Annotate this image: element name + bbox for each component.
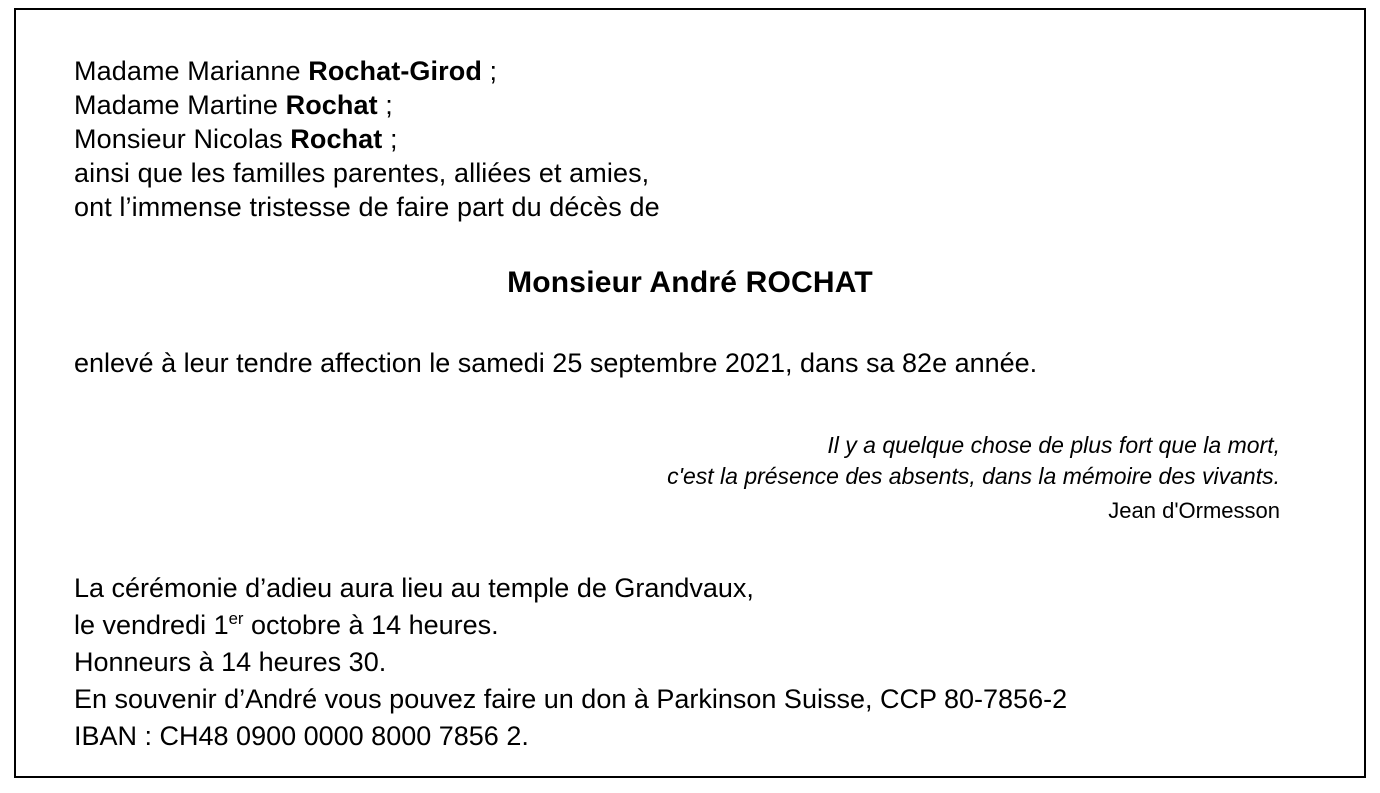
family-name-2-suffix: ; [377,90,393,120]
ceremony-details-block [74,570,1306,755]
family-extra-line: ainsi que les familles parentes, alliées et amies, [74,158,650,188]
memorial-quote [74,430,1306,492]
family-name-line-2 [74,88,1306,122]
family-name-3-prefix: Monsieur Nicolas [74,124,291,154]
family-name-line-3 [74,122,1306,156]
deceased-name: Monsieur André ROCHAT [507,266,873,299]
family-name-3-surname: Rochat [290,124,383,154]
passing-line: enlevé à leur tendre affection le samedi 25 septembre 2021, dans sa 82e année. [74,348,1038,378]
ceremony-line-4: En souvenir d’André vous pouvez faire un don à Parkinson Suisse, CCP 80-7856-2 [74,684,1068,714]
ceremony-line-2-suffix: octobre à 14 heures. [243,610,499,640]
ceremony-line-1: La cérémonie d’adieu aura lieu au temple de Grandvaux, [74,573,754,603]
announcement-line: ont l’immense tristesse de faire part du décès de [74,192,660,222]
ceremony-line-3: Honneurs à 14 heures 30. [74,647,387,677]
family-name-1-surname: Rochat-Girod [308,56,482,86]
family-names-block [74,54,1306,224]
quote-author: Jean d'Ormesson [1108,498,1280,523]
notice-content [16,10,1364,755]
ceremony-line-2-prefix: le vendredi 1 [74,610,229,640]
family-name-line-1 [74,54,1306,88]
family-name-1-suffix: ; [481,56,498,86]
quote-line-2: c'est la présence des absents, dans la mémoire des vivants. [667,463,1280,489]
family-name-1-prefix: Madame Marianne [74,56,309,86]
family-name-2-surname: Rochat [285,90,378,120]
family-name-3-suffix: ; [382,124,398,154]
quote-line-1: Il y a quelque chose de plus fort que la mort, [827,432,1280,458]
death-notice-card [14,8,1366,778]
family-name-2-prefix: Madame Martine [74,90,286,120]
ceremony-line-5: IBAN : CH48 0900 0000 8000 7856 2. [74,721,529,751]
ceremony-line-2 [74,607,1306,644]
ceremony-line-2-ordinal: er [228,609,244,628]
